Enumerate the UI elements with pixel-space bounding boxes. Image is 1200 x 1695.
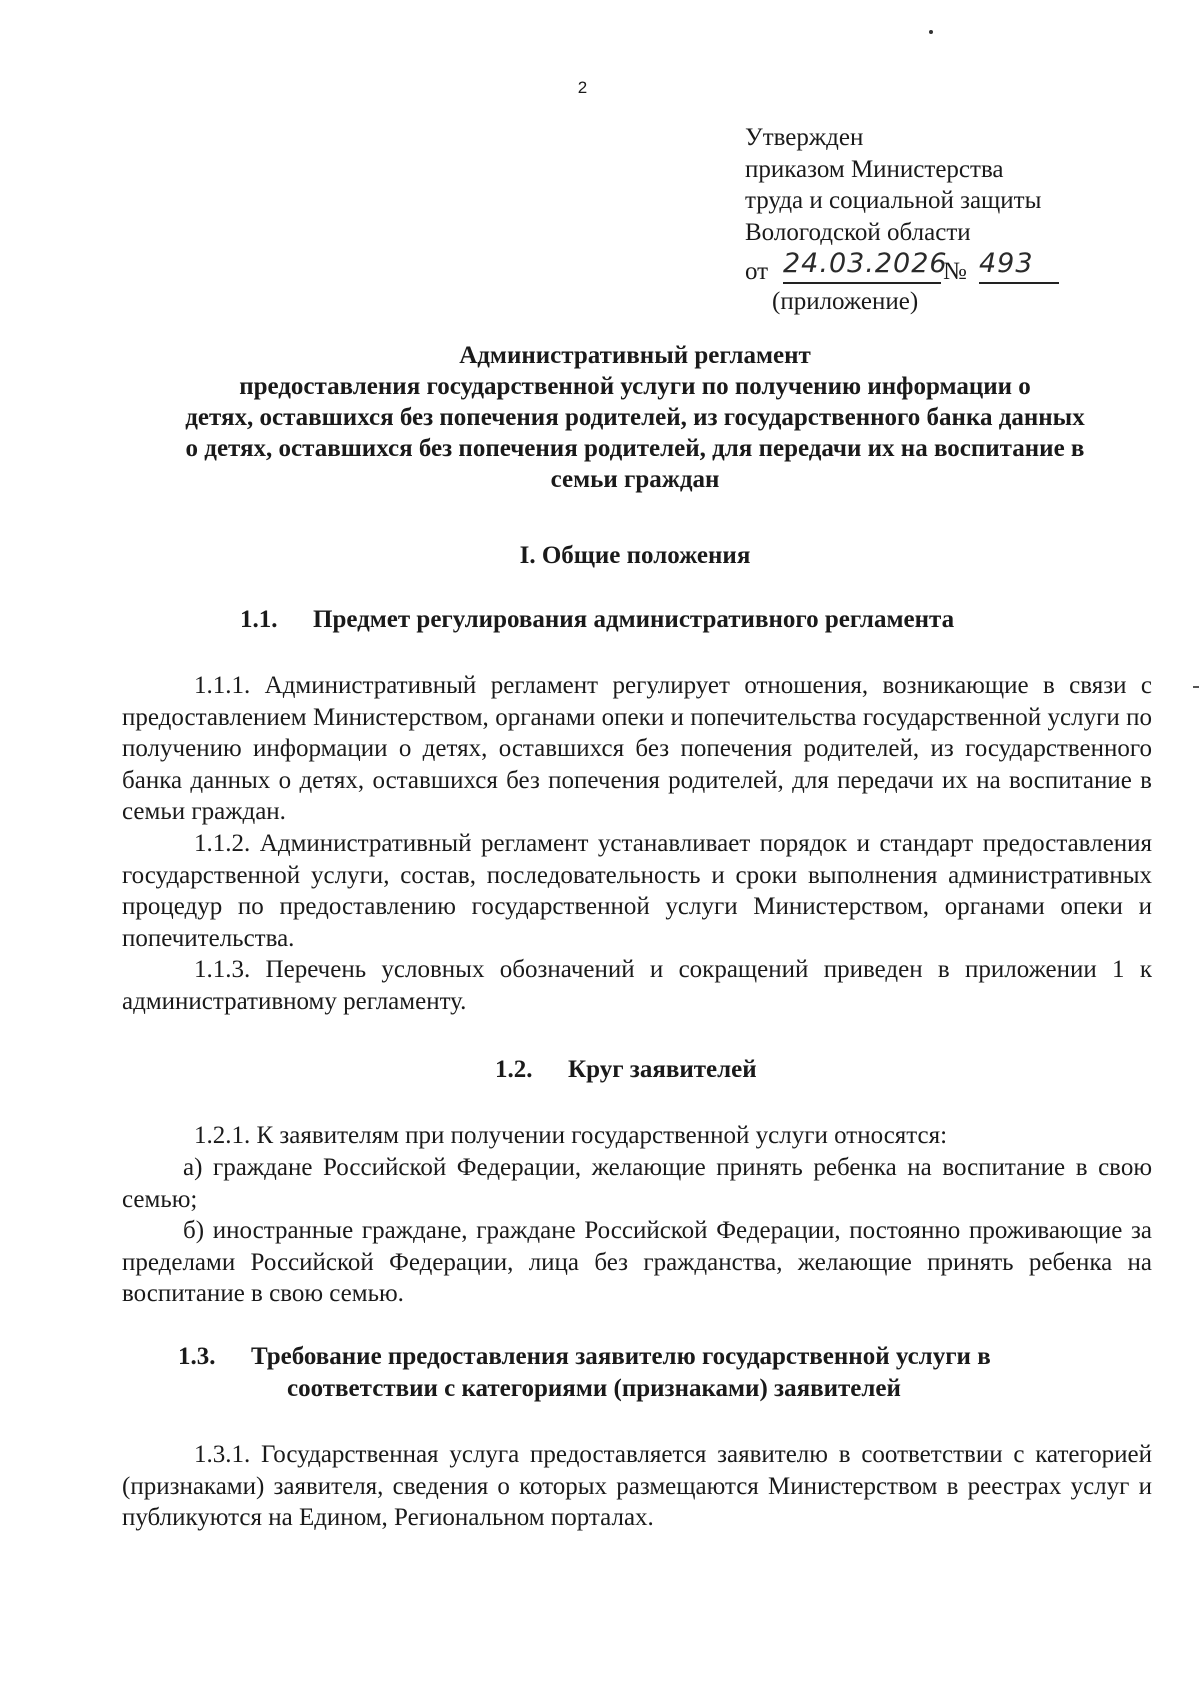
paragraph-1-3-1: 1.3.1. Государственная услуга предоставляется заявителю в соответствии с категорией (признаками) заявителя, сведения о которых размещаются Министерством в реестрах услуг и публикуются на Едином, Региональном порталах. <box>122 1441 1152 1531</box>
subsection-1-3-number: 1.3. <box>178 1343 216 1370</box>
subsection-1-2-number: 1.2. <box>495 1056 533 1083</box>
handwritten-order-date: 24.03.2026 <box>783 248 941 284</box>
page-number: 2 <box>577 78 588 97</box>
approval-line-3: труда и социальной защиты <box>745 187 1042 214</box>
subsection-1-1-number: 1.1. <box>240 606 278 633</box>
approval-line-2: приказом Министерства <box>745 155 1004 183</box>
paragraph-1-2-1: 1.2.1. К заявителям при получении государственной услуги относятся: <box>194 1122 948 1149</box>
subsection-1-3-title-line-2: соответствии с категориями (признаками) заявителей <box>287 1375 901 1402</box>
scan-edge-mark <box>1193 686 1199 688</box>
subsection-1-1-title: Предмет регулирования административного регламента <box>313 606 955 633</box>
paragraph-1-1-1: 1.1.1. Административный регламент регулирует отношения, возникающие в связи с предоставлением Министерством, органами опеки и попечительства государственной услуги по получению информации о детях, оставшихся без попечения родителей, из государственного банка данных о детях, оставшихся без попечения родителей, для передачи их на воспитание в семьи граждан. <box>122 672 1152 825</box>
handwritten-order-number: 493 <box>979 248 1059 284</box>
subsection-1-3-heading <box>178 1341 991 1372</box>
paragraph-1-1-2: 1.1.2. Административный регламент устанавливает порядок и стандарт предоставления государственной услуги, состав, последовательность и сроки выполнения административных процедур по предоставлению государственной услуги Министерством, органами опеки и попечительства. <box>122 830 1152 952</box>
approval-block <box>745 122 1041 318</box>
paragraph-1-2-a: а) граждане Российской Федерации, желающие принять ребенка на воспитание в свою семью; <box>122 1154 1152 1213</box>
annex-label: (приложение) <box>772 288 919 315</box>
order-number-sign: № <box>943 258 967 285</box>
order-reference <box>745 248 1041 286</box>
title-line-3: детях, оставшихся без попечения родителей, из государственного банка данных <box>185 404 1085 431</box>
document-title <box>100 340 1170 495</box>
title-line-1: Административный регламент <box>459 342 811 369</box>
subsection-1-2-heading <box>495 1054 757 1085</box>
paragraph-1-2-b: б) иностранные граждане, граждане Российской Федерации, постоянно проживающие за пределами Российской Федерации, лица без гражданства, желающие принять ребенка на воспитание в свою семью. <box>122 1217 1152 1307</box>
title-line-5: семьи граждан <box>550 466 720 493</box>
title-line-4: о детях, оставшихся без попечения родителей, для передачи их на воспитание в <box>185 435 1085 462</box>
approval-line-4: Вологодской области <box>745 218 971 246</box>
title-line-2: предоставления государственной услуги по получению информации о <box>239 373 1031 400</box>
subsection-1-2-title: Круг заявителей <box>568 1056 757 1083</box>
scan-speck <box>929 30 933 34</box>
order-prefix: от <box>745 258 769 285</box>
paragraph-1-1-3: 1.1.3. Перечень условных обозначений и сокращений приведен в приложении 1 к административному регламенту. <box>122 956 1152 1015</box>
subsection-1-3-title-line-1: Требование предоставления заявителю государственной услуги в <box>251 1343 991 1370</box>
section-1-heading: I. Общие положения <box>519 542 751 569</box>
subsection-1-1-heading <box>240 604 954 635</box>
approval-line-1: Утвержден <box>745 124 864 151</box>
